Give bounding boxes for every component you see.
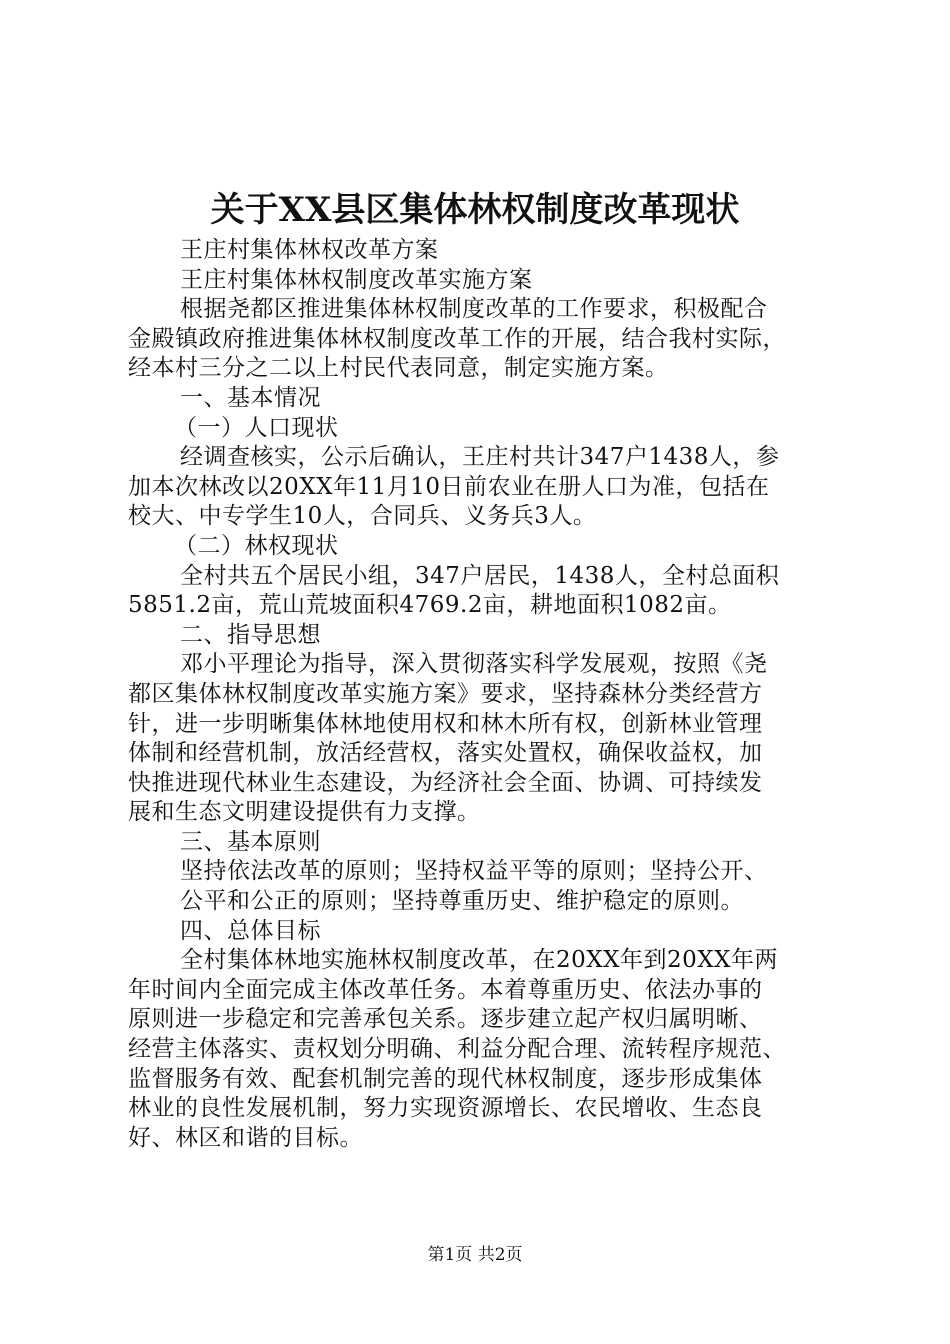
section-heading: 三、基本原则 bbox=[180, 828, 321, 855]
text-line: 金殿镇政府推进集体林权制度改革工作的开展，结合我村实际， bbox=[128, 325, 786, 352]
text-line: 加本次林改以20XX年11月10日前农业在册人口为准，包括在 bbox=[128, 473, 770, 500]
text-line: 王庄村集体林权制度改革实施方案 bbox=[180, 266, 533, 293]
page-footer: 第1页 共2页 bbox=[427, 1245, 523, 1265]
text-line: 全村集体林地实施林权制度改革，在20XX年到20XX年两 bbox=[180, 947, 779, 974]
subsection-heading: （二）林权现状 bbox=[174, 532, 339, 559]
text-line: 监督服务有效、配套机制完善的现代林权制度，逐步形成集体 bbox=[128, 1065, 763, 1092]
text-line: 校大、中专学生10人，合同兵、义务兵3人。 bbox=[128, 503, 597, 530]
text-line: 针，进一步明晰集体林地使用权和林木所有权，创新林业管理 bbox=[128, 710, 763, 737]
subsection-heading: （一）人口现状 bbox=[174, 414, 339, 441]
section-heading: 四、总体目标 bbox=[180, 917, 321, 944]
text-line: 原则进一步稳定和完善承包关系。逐步建立起产权归属明晰、 bbox=[128, 1006, 763, 1033]
text-line: 经调查核实，公示后确认，王庄村共计347户1438人，参 bbox=[180, 444, 780, 471]
text-line: 林业的良性发展机制，努力实现资源增长、农民增收、生态良 bbox=[128, 1095, 763, 1122]
text-line: 根据尧都区推进集体林权制度改革的工作要求，积极配合 bbox=[180, 296, 768, 323]
document-title: 关于XX县区集体林权制度改革现状 bbox=[210, 190, 740, 230]
text-line: 公平和公正的原则；坚持尊重历史、维护稳定的原则。 bbox=[180, 888, 744, 915]
section-heading: 一、基本情况 bbox=[180, 384, 321, 411]
text-line: 王庄村集体林权改革方案 bbox=[180, 237, 439, 263]
text-line: 5851.2亩，荒山荒坡面积4769.2亩，耕地面积1082亩。 bbox=[128, 592, 732, 619]
text-line: 快推进现代林业生态建设，为经济社会全面、协调、可持续发 bbox=[128, 769, 763, 796]
text-line: 年时间内全面完成主体改革任务。本着尊重历史、依法办事的 bbox=[128, 976, 763, 1003]
text-line: 展和生态文明建设提供有力支撑。 bbox=[128, 799, 481, 826]
text-line: 经营主体落实、责权划分明确、利益分配合理、流转程序规范、 bbox=[128, 1036, 786, 1063]
text-line: 邓小平理论为指导，深入贯彻落实科学发展观，按照《尧 bbox=[180, 651, 768, 678]
section-heading: 二、指导思想 bbox=[180, 621, 321, 648]
text-line: 好、林区和谐的目标。 bbox=[128, 1124, 363, 1151]
text-line: 经本村三分之二以上村民代表同意，制定实施方案。 bbox=[128, 355, 669, 382]
text-line: 都区集体林权制度改革实施方案》要求，坚持森林分类经营方 bbox=[128, 680, 763, 707]
text-line: 体制和经营机制，放活经营权，落实处置权，确保收益权，加 bbox=[128, 740, 763, 767]
document-body bbox=[128, 236, 838, 1153]
text-line: 坚持依法改革的原则；坚持权益平等的原则；坚持公开、 bbox=[180, 858, 768, 885]
text-line: 全村共五个居民小组，347户居民，1438人，全村总面积 bbox=[180, 562, 780, 589]
